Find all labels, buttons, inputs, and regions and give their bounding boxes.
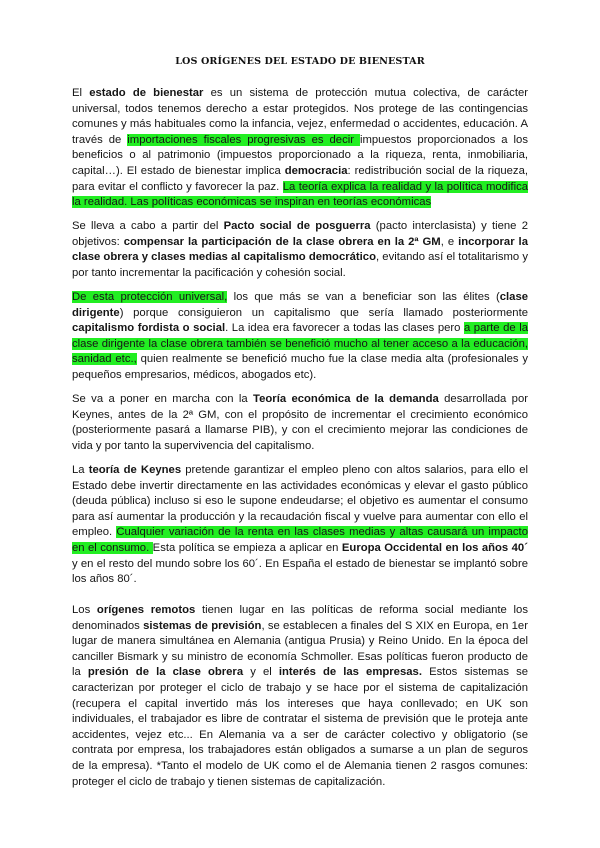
bold-text: presión de la clase obrera: [87, 666, 244, 679]
text-run: Se va a poner en marcha con la: [72, 393, 254, 405]
text-run: Esta política se empieza a aplicar en: [152, 541, 342, 554]
bold-text: estado de bienestar: [89, 87, 204, 99]
text-run: , se establecen a finales del S XIX en Europa, en 1er lugar de manera simultánea en Alemania (antigua Prusia) y Reino Unido. En la época del canciller Bismark y su ministro de economía Schmoller. Esas políticas fueron producto de la: [72, 619, 528, 679]
bold-text: compensar la participación de la clase obrera en la 2ª GM: [123, 235, 441, 248]
bold-text: Europa Occidental en los años 40´: [341, 541, 528, 554]
paragraph-estado-bienestar: [72, 86, 528, 211]
text-run: y en el resto del mundo sobre los 60´. En España el estado de bienestar se implantó sobre los años 80´.: [72, 557, 528, 586]
paragraph-teoria-demanda: [72, 392, 528, 454]
text-run: , e: [440, 235, 459, 248]
document-title: LOS ORÍGENES DEL ESTADO DE BIENESTAR: [175, 56, 425, 67]
text-run: los que más se van a beneficiar son las élites (: [227, 291, 500, 303]
highlighted-text: La teoría explica la realidad y la política modifica la realidad. Las políticas económicas se inspiran en teorías económicas: [72, 180, 529, 209]
bold-text: teoría de Keynes: [88, 464, 182, 476]
text-run: quien realmente se benefició mucho fue la clase media alta (profesionales y pequeños empresarios, médicos, abogados etc).: [72, 353, 528, 381]
bold-text: democracia: [284, 164, 348, 177]
highlighted-text: a parte de la clase dirigente la clase obrera también se benefició mucho al tener acceso a la educación, sanidad etc.,: [72, 322, 528, 366]
paragraph-pacto-social: [72, 219, 528, 281]
text-run: y el: [243, 666, 279, 679]
paragraph-proteccion-universal: [72, 290, 528, 384]
bold-text: sistemas de previsión: [143, 619, 262, 632]
text-run: desarrollada por Keynes, antes de la 2ª GM, con el propósito de incrementar el crecimiento económico (posteriormente pasará a llamarse PIB), y con el crecimiento mejorar las condiciones de vida y por tanto la supervivencia del capitalismo.: [72, 393, 528, 452]
text-run: . La idea era favorecer a todas las clases pero: [225, 322, 464, 335]
text-run: ) porque consiguieron un capitalismo que sería llamado posteriormente: [119, 306, 528, 319]
highlighted-text: De esta protección universal,: [72, 291, 228, 303]
bold-text: orígenes remotos: [96, 604, 196, 616]
text-run: Los: [72, 604, 97, 616]
bold-text: clase dirigente: [72, 291, 529, 319]
text-run: : redistribución social de la riqueza, para evitar el conflicto y favorecer la paz.: [72, 164, 528, 193]
text-run: Se lleva a cabo a partir del: [72, 220, 224, 232]
highlighted-text: importaciones fiscales progresivas es decir: [127, 133, 360, 146]
bold-text: Pacto social de posguerra: [223, 220, 371, 232]
text-run: es un sistema de protección mutua colectiva, de carácter universal, todos tenemos derecho a estar protegidos. Nos protege de las contingencias comunes y más habituales como la infancia, vejez, enfermedad o accidentes, educación. A través de: [72, 87, 528, 146]
text-run: pretende garantizar el empleo pleno con altos salarios, para ello el Estado debe invertir directamente en las actividades económicas y elevar el gasto público (deuda pública) incluso si eso le supone endeudarse; el objetivo es aumentar el consumo para así aumentar la producción y la recaudación fiscal y vuelve para aumentar con ello el empleo.: [72, 464, 528, 539]
paragraph-teoria-keynes: [72, 463, 528, 588]
text-run: Estos sistemas se caracterizan por proteger el ciclo de trabajo y se hace por el sistema de capitalización (recupera el capital invertido más los intereses que haya conllevado; en UK son individuales, el trabajador es libre de contratar el sistema de previsión que le proteja ante accidentes, vejez etc... En Alemania va a ser de carácter colectivo y obligatorio (se contrata por empresa, los trabajadores están obligados a sumarse a un plan de seguros de la empresa). *Tanto el modelo de UK como el de Alemania tienen 2 rasgos comunes: proteger el ciclo de trabajo y tienen sistemas de capitalización.: [72, 666, 529, 788]
paragraph-origenes-remotos: [72, 603, 528, 790]
text-run: El: [72, 87, 90, 99]
highlighted-text: Cualquier variación de la renta en las clases medias y altas causará un impacto en el consumo.: [72, 526, 528, 554]
text-run: (pacto interclasista) y tiene 2 objetivos:: [72, 220, 528, 248]
text-run: tienen lugar en las políticas de reforma social mediante los denominados: [72, 604, 528, 632]
bold-text: capitalismo fordista o social: [72, 322, 226, 335]
text-run: impuestos proporcionados a los beneficios o al patrimonio (impuestos proporcionado a la riqueza, renta, inmobiliaria, capital…). El estado de bienestar implica: [72, 133, 528, 177]
bold-text: Teoría económica de la demanda: [253, 393, 439, 405]
text-run: La: [72, 464, 89, 476]
bold-text: interés de las empresas.: [278, 666, 422, 679]
bold-text: incorporar la clase obrera y clases medias al capitalismo democrático: [72, 235, 528, 264]
text-run: , evitando así el totalitarismo y por tanto incrementar la pacificación y cohesión social.: [72, 251, 529, 279]
